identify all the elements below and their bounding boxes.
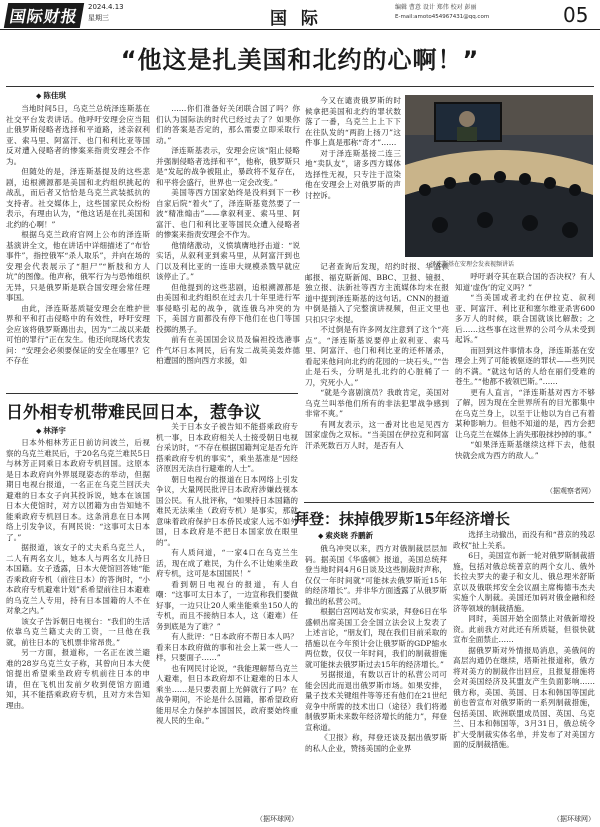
article3-column-1: [305, 544, 447, 816]
article2-rule: [6, 393, 298, 394]
article3-byline: [318, 530, 373, 541]
article1-source: （据观察者网）: [546, 487, 595, 495]
paragraph: 有网友表示，这一番对比也足见西方国家虚伪之双标。“当美国在伊拉克和阿富汗杀死数百万人时，是否有人: [305, 419, 449, 450]
paragraph: 关于日本女子被告知不能搭乘政府专机一事，日本政府相关人士接受朝日电视台采访时，“不存在根据国籍判定是否允许搭乘政府专机的事实”，乘坐基准是“因经济原因无法自行避难的人士”。: [156, 422, 298, 473]
issue-date: 2024.4.13: [88, 3, 124, 11]
contact-email: E-mail:amoto454967431@qq.com: [395, 14, 490, 20]
paragraph: 他情绪激动，义愤填膺地抒击道：“说实话，从叙利亚到索马里，从阿富汗到也门以及利比亚的一连串大规模杀戮早就应该停止了。”: [156, 240, 300, 281]
article2-source: （据环球网）: [256, 815, 298, 823]
paragraph: 选择主动撤出，而没有和“普京的残忍政权”扯上关系。: [453, 530, 595, 550]
paragraph: 也有网民讨论说，“我能理解帮乌克兰人避难，但日本政府却不让避难的日本人乘坐……是只要表面上光鲜就行了吗？在战争期间，不论是什么国籍，都希望政府能用尽全力保护本国国民，政府要始终重视人民的生命。”: [156, 663, 298, 725]
article2-byline: [36, 425, 66, 436]
article1-column-3b: [305, 262, 449, 494]
paragraph: 同时，美国开始全面禁止对俄新增投资。此前我方对此还有所质疑，但很快就宣布全面禁止……: [453, 614, 595, 644]
editor-credits: 编辑 曹意 设计 郑伟 校对 彭丽: [395, 4, 477, 11]
paragraph: 对于泽连斯基接二连三地“卖队友”，诸多西方媒体选择性无视，只专注于渲染他在安理会上对俄罗斯的声讨控诉。: [305, 148, 401, 200]
article3-author: 索炎晓 乔鹏新: [325, 531, 374, 540]
paragraph: 呼吁剥夺其在联合国的否决权？有人知道‘虚伪’的定义吗？”: [455, 272, 595, 292]
paragraph: 根据白宫网站发布实录，拜登6日在华盛顿出席美国工会全国立法会议上发表了上述言论，“朋友们，现在我们目前采取的措施以在今年预计会让俄罗斯的GDP缩水两位数，仅仅一年时间，我们的制裁措施就可能抹去俄罗斯过去15年的经济增长。”: [305, 607, 447, 669]
paragraph: 看到朝日电视台的报道，有人自嘲：“这事可太日本了，一边宣称我们要做好事，一边只让20人乘坐能乘坐150人的专机，而且不接纳日本人，这（避难）任务到底是为了谁？”: [156, 579, 298, 631]
newspaper-logo: 国际财报: [4, 3, 84, 28]
paragraph: 但他提到的这些悲剧，追根溯源都是由美国和北约组织在过去几十年里进行军事侵略引起的战争，就连俄乌冲突的为下，美国方面都没有停下他们在也门等国投掷的黑子。: [156, 282, 300, 334]
paragraph: 另据报道，有数以百计的私营公司可能会因此而退出俄罗斯市场。如果安排，量子技术关键组件等等还有他们在21世纪竞争中所需的技术出口（途径）我们将遏制俄罗斯未来数年经济增长的能力”，拜登宣称道。: [305, 670, 447, 732]
paragraph: 由此，泽连斯基质疑安理会在维护世界和平和打击侵略中的有效性，呼吁安理会应该将俄罗斯踢出去，因为“二战以来最可怕的罪行”正在发生。他还向现场代表发问：“安理会必须要保证的安全在哪里？它不存在: [6, 303, 150, 365]
diamond-icon: ◆: [36, 427, 42, 435]
paragraph: 今又在谴责俄罗斯的时候拿把美国和北约的罪状数落了一番，乌克兰上上下下在往队发的“两韵上扬刀”这件事上真是那称“奇才”……: [305, 96, 401, 147]
masthead: [0, 0, 600, 30]
article2-column-2: [156, 422, 298, 812]
paragraph: 有人质问道，“一家4口在乌克兰生活，现在成了难民，为什么不让她乘坐政府专机，这可是本国国民！”: [156, 548, 298, 578]
paragraph: 俄乌冲突以来，西方对俄制裁层层加码。据美国《华盛顿》报道，美国总统拜登当地时间4月6日谈及这些制裁时声称，仅仅一年时间就“可能抹去俄罗斯近15年的经济增长”。并非华方面透露了从俄罗斯撤出的私营公司。: [305, 544, 447, 606]
paragraph: 据报道，该女子的丈夫系乌克兰人，二人有两名女儿，她本人与两名女儿持日本国籍。女子透露，日本大使馆回答她“能否乘政府专机（前往日本）的答询时，“小本政府专机避难计划”系希望前往日本避难的乌克兰人专用，持有日本国籍的人不在对象之内。”: [6, 543, 150, 615]
paragraph: 但随处的是，泽连斯基提及的这些悲剧，追根溯源都是美国和北约组织挑起的战乱，而后者又恰恰是乌克兰武装抵抗的支持者。社交媒体上，这些国家民众纷纷表示，有理由认为，“他这话是在扎美国和北约的心啊！”: [6, 167, 150, 229]
paragraph: 朝日电视台的报道在日本网络上引发争议，大量网民批评日本政府涉嫌歧视本国公民。有人批评称，“如果持日本国籍的难民无法乘坐（政府专机）是事实，那就意味着政府保护日本侨民或家人远不如外国，日本政府是不把日本国家放在眼里的”。: [156, 474, 298, 547]
paragraph: 而回到这件事情本身，泽连斯基在安理会上列了可能被驱逐的罪状——些列民的不满。“就这句话的人给在丽们受难的苍生。”“他都不被领巴斯。”……: [455, 345, 595, 386]
paragraph: 不过倒是有许多网友注意到了这个“亮点”。“泽连斯基说要停止叙利亚、索马里、阿富汗、也门和利比亚的还杯屠杀，看起来他问向北约的花园的一块石头。”“告止是石头，分明是扎北约的心脏桶了一刀，究死小人。”: [305, 325, 449, 387]
article1-column-1: [6, 104, 150, 386]
paragraph: 当地时间5日，乌克兰总统泽连斯基在社交平台发表讲话。他呼吁安理会应当阻止俄罗斯侵略者选择和平道路，述亲叙利亚、索马里、阿富汗、也门和利比亚等国反对遭入侵略者的惨案来指责安理会不作为。: [6, 104, 150, 166]
paragraph: 记者查询后发现，绍约时报、华盛顿邮报、福克斯新闻、BBC、卫报、镜报、独立报、法新社等西方主流媒体均未在报道中提到泽连斯基的这句话。CNN的报道中倒是插入了完整演讲视频，但正文里也只扣只字未提。: [305, 262, 449, 324]
paragraph: 根据乌克兰政府官网上公布的泽连斯基演讲全文，他在讲话中详细描述了“布恰事件”，指控俄军“杀人取乐”，并向在场的安理会代表展示了“胆尸”“断肢和方人坑”的图像。他声称，俄军行为与恐怖组织无异，只是俄罗斯是联合国安理会常任理事国。: [6, 230, 150, 302]
paragraph: ……你们准备好关闭联合国了吗？你们认为国际法的时代已经过去了？如果你们的答案是否定的，那么需要立即采取行动。”: [156, 104, 300, 145]
article1-column-2: [156, 104, 300, 386]
article3-rule: [304, 502, 594, 503]
photo-caption: 泽连斯基在安理会发表视频讲话: [430, 261, 515, 268]
article1-column-4: [455, 272, 595, 502]
paragraph: 泽连斯基表示，安理会应该“阻止侵略并强制侵略者选择和平”，他称，俄罗斯只是“发起的战争被阻止，暴政将不复存在，和平将会盛行，世界也一定会改变。”: [156, 146, 300, 187]
paragraph: “如果泽连斯基继续这样下去，他很快就会成为西方的敌人。”: [455, 440, 595, 460]
paragraph: 6日，美国宣布新一轮对俄罗斯制裁措施，包括对俄总统普京的两个女儿、俄外长拉夫罗夫的妻子和女儿、俄总理米舒斯京以及俄联邦安全会议副主席梅德韦杰夫实施个人制裁。美国还加码对俄金融和经济等领域的制裁措施。: [453, 551, 595, 613]
article2-author: 林泽宇: [43, 426, 66, 435]
headline-rule: [6, 86, 594, 87]
paragraph: 据俄罗斯对外情报局消息，美俄间的高层沟通仍在继续，塔斯社报道称，俄方将对美方的制裁作出回应，且报复措施将会对美国经济及其盟友产生负面影响……俄方称，美国、英国、日本和韩国等国此前也曾宣布对俄罗斯的一系列制裁措施，包括美国、欧洲联盟成员国、英国、乌克兰、日本和韩国等，3月31日，俄总统令扩大受制裁实体名单，并发布了对美国方面的反制裁措施。: [453, 645, 595, 749]
article3-source: （据环球网）: [553, 815, 595, 823]
diamond-icon: ◆: [36, 92, 42, 100]
article1-author: 陈佳琪: [43, 91, 66, 100]
article1-byline: [36, 90, 66, 101]
paragraph: 前有在美国国会议员及偏袒投选港事件气坏日本网民，后有发二战英美轰炸德柏遭国的图向西方求援，如: [156, 335, 300, 365]
paragraph: 该女子告诉朝日电视台：“我们的生活依靠乌克兰籍丈夫的工资，一旦他在我就，前往日本的飞机票非常昂贵。”: [6, 616, 150, 647]
section-title: 国 际: [270, 9, 322, 29]
diamond-icon: ◆: [318, 532, 324, 540]
page-number: 05: [563, 3, 589, 27]
article2-column-1: [6, 438, 150, 822]
paragraph: 有人批评：“日本政府不帮日本人吗？看来日本政府做的事和社会上某一些人一样，只要面子……”: [156, 632, 298, 662]
paragraph: 日本外相林芳正日前访问波兰，后视察的乌克兰难民后，于20名乌克兰难民5日与林芳正同乘日本政府专机回国。这原本是日本政府向外界展现姿态的举动，但据期日电视台报道，一名正在乌克兰回沃夫避难的日本女子向其投诉说，她本在该国日本大使馆时，对方以团籍为由告知她不能乘政府专机回日本。这条消息在日本网络上引发争议，有网民说：“这事可太日本了。”: [6, 438, 150, 542]
paragraph: 另一方面，报道称，一名正在波兰避难的28岁乌克兰女子称，其曾向日本大使馆提出希望乘坐政府专机前往日本的申请，但在飞机出发前夕收到使馆方面通知，其不能搭乘政府专机，且对方未告知理由。: [6, 648, 150, 710]
un-security-council-photo: [405, 95, 593, 257]
paragraph: 更有人直言，“泽连斯基对西方不够了解，因为现在全世界所有的目光都集中在乌克兰身上，以至于让他以为自己有着某种影响力。但他不知道的是，西方会把让乌克兰在媒体上消失那般抹抄掉的事。”: [455, 387, 595, 439]
article1-headline: “他这是扎美国和北约的心啊！”: [120, 46, 480, 74]
paragraph: “就是今喜剧演员？我敢肯定，美国对乌克兰叫举他们所有的非法犯罪战争感到非常不爽。”: [305, 388, 449, 418]
issue-weekday: 星期三: [88, 14, 109, 22]
article1-column-3a: [305, 96, 401, 260]
article3-column-2: [453, 530, 595, 812]
paragraph: 《卫报》称，拜登还谈及据出俄罗斯的私人企业，赞扬美国的企业界: [305, 733, 447, 753]
article3-headline: 拜登：抹掉俄罗斯15年经济增长: [294, 510, 510, 528]
paragraph: 美国等西方国家始终是没料到下一秒自家后院“着火”了，泽连斯基竟然要了一波“精准煽击”——拿叙利亚、索马里、阿富汗、也门和利比亚等国民众遭入侵略者的惨案来指责安理会不作为。: [156, 188, 300, 239]
article2-headline: 日外相专机带难民回日本，惹争议: [6, 403, 261, 423]
paragraph: “当美国或者北约在伊拉克、叙利亚、阿富汗、利比亚和塞尔维亚杀害600多万人的时候，联合国就该比解散；之后……这些事在这世界的公司今从未受到起诉。”: [455, 293, 595, 344]
